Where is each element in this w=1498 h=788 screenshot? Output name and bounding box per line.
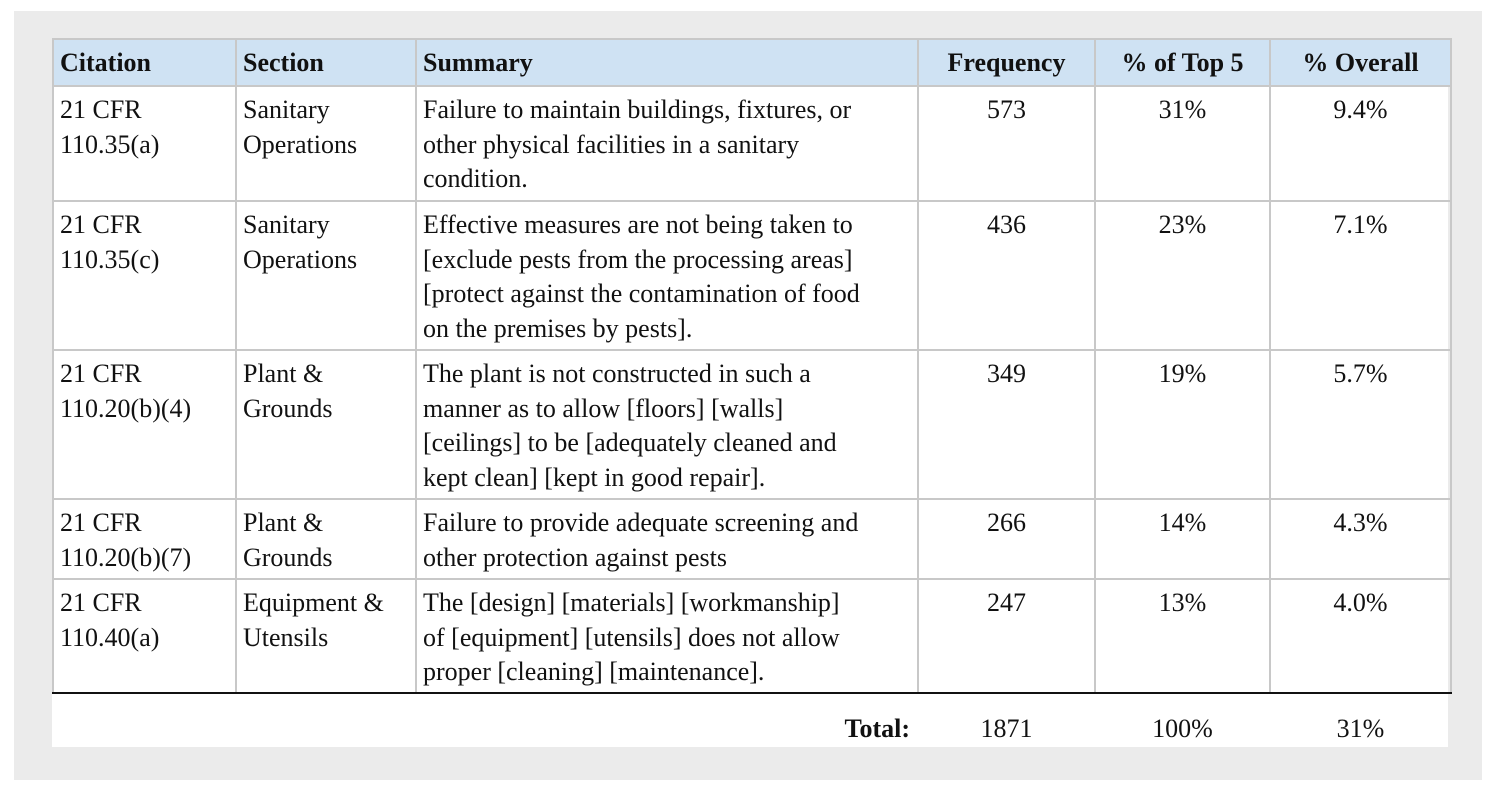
summary-line: kept clean] [kept in good repair].	[423, 462, 766, 492]
summary-line: The plant is not constructed in such a	[423, 359, 811, 388]
summary-cell	[416, 579, 918, 693]
pct-overall-cell: 5.7%	[1270, 350, 1451, 499]
section-line: Sanitary	[243, 95, 330, 124]
frequency-cell: 436	[918, 201, 1095, 350]
section-line: Plant &	[243, 508, 324, 537]
frequency-cell: 573	[918, 86, 1095, 201]
section-cell	[236, 350, 416, 499]
summary-line: [exclude pests from the processing areas]	[423, 244, 853, 274]
summary-cell	[416, 350, 918, 499]
table-row	[53, 499, 1451, 579]
citation-cell	[53, 579, 236, 693]
summary-line: [ceilings] to be [adequately cleaned and	[423, 428, 837, 457]
pct-top5-cell: 23%	[1095, 201, 1270, 350]
header-pct-overall: % Overall	[1270, 39, 1451, 86]
header-row	[53, 39, 1451, 86]
citation-line: 21 CFR	[60, 95, 142, 124]
section-line: Sanitary	[243, 210, 330, 239]
summary-line: of [equipment] [utensils] does not allow	[423, 622, 840, 652]
citation-line: 21 CFR	[60, 508, 142, 537]
total-pct-overall: 31%	[1336, 713, 1385, 743]
citation-cell	[53, 350, 236, 499]
citation-line: 21 CFR	[60, 359, 142, 388]
summary-line: on the premises by pests].	[423, 313, 693, 343]
total-pct-top5: 100%	[1152, 713, 1213, 743]
header-pct-top5: % of Top 5	[1095, 39, 1270, 86]
frequency-cell: 266	[918, 499, 1095, 579]
pct-overall-cell: 7.1%	[1270, 201, 1451, 350]
summary-line: The [design] [materials] [workmanship]	[423, 588, 840, 617]
pct-top5-cell: 19%	[1095, 350, 1270, 499]
citation-line: 110.20(b)(7)	[60, 542, 192, 572]
table-row	[53, 201, 1451, 350]
table-row	[53, 86, 1451, 201]
pct-top5-cell: 31%	[1095, 86, 1270, 201]
summary-line: Effective measures are not being taken to	[423, 210, 853, 239]
citation-line: 110.20(b)(4)	[60, 393, 192, 423]
citations-table	[52, 38, 1452, 760]
summary-line: Failure to provide adequate screening and	[423, 508, 859, 537]
section-line: Operations	[243, 244, 358, 274]
section-line: Plant &	[243, 359, 324, 388]
frequency-cell: 349	[918, 350, 1095, 499]
table-row	[53, 350, 1451, 499]
total-label: Total:	[844, 713, 910, 743]
pct-overall-cell: 4.3%	[1270, 499, 1451, 579]
header-citation: Citation	[53, 39, 236, 86]
summary-line: other protection against pests	[423, 542, 727, 572]
summary-line: [protect against the contamination of food	[423, 279, 860, 308]
summary-cell	[416, 201, 918, 350]
citation-line: 110.40(a)	[60, 622, 160, 652]
summary-line: proper [cleaning] [maintenance].	[423, 657, 765, 686]
section-line: Utensils	[243, 622, 329, 652]
citation-cell	[53, 499, 236, 579]
citation-line: 110.35(c)	[60, 244, 160, 274]
total-frequency: 1871	[980, 713, 1033, 743]
summary-line: other physical facilities in a sanitary	[423, 129, 800, 159]
section-line: Grounds	[243, 393, 333, 423]
total-row	[53, 693, 1451, 760]
summary-cell	[416, 499, 918, 579]
citation-line: 110.35(a)	[60, 129, 160, 159]
section-cell	[236, 86, 416, 201]
table-row	[53, 579, 1451, 693]
pct-top5-cell: 14%	[1095, 499, 1270, 579]
section-line: Grounds	[243, 542, 333, 572]
section-line: Equipment &	[243, 588, 384, 617]
pct-overall-cell: 9.4%	[1270, 86, 1451, 201]
section-line: Operations	[243, 129, 358, 159]
header-frequency: Frequency	[918, 39, 1095, 86]
header-summary: Summary	[416, 39, 918, 86]
header-section: Section	[236, 39, 416, 86]
summary-line: condition.	[423, 164, 528, 193]
citation-cell	[53, 86, 236, 201]
section-cell	[236, 499, 416, 579]
citation-cell	[53, 201, 236, 350]
citation-line: 21 CFR	[60, 210, 142, 239]
summary-line: manner as to allow [floors] [walls]	[423, 393, 784, 423]
section-cell	[236, 201, 416, 350]
section-cell	[236, 579, 416, 693]
citation-line: 21 CFR	[60, 588, 142, 617]
pct-overall-cell: 4.0%	[1270, 579, 1451, 693]
summary-line: Failure to maintain buildings, fixtures, or	[423, 95, 852, 124]
frequency-cell: 247	[918, 579, 1095, 693]
pct-top5-cell: 13%	[1095, 579, 1270, 693]
summary-cell	[416, 86, 918, 201]
